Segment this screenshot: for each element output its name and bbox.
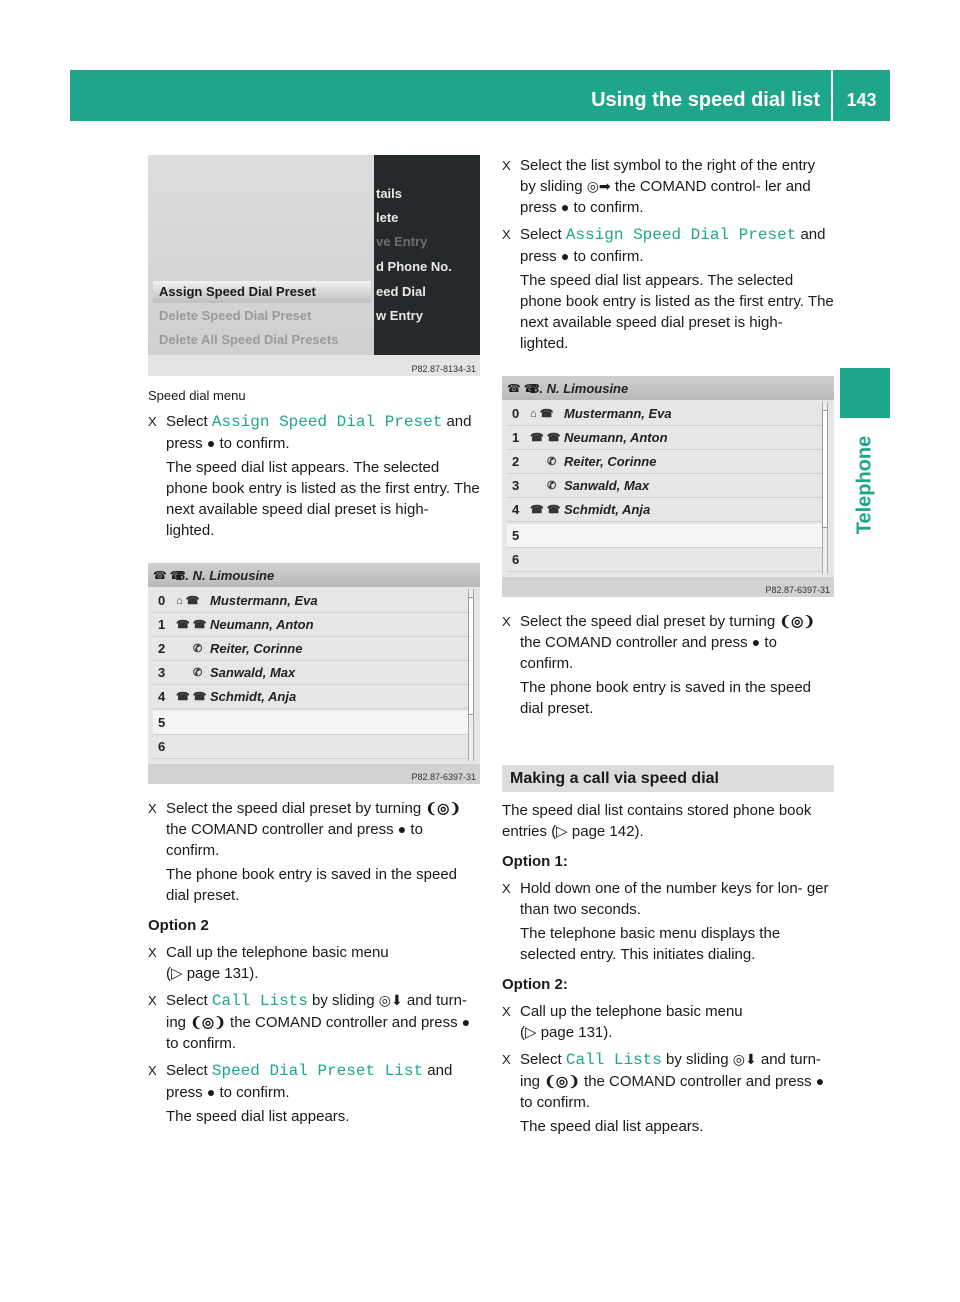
page-header xyxy=(70,70,890,121)
mobile-icon: ✆ xyxy=(193,643,203,655)
scrollbar xyxy=(822,402,828,574)
list-item-highlighted: 5 xyxy=(153,711,468,735)
image-code: P82.87-6397-31 xyxy=(765,585,830,595)
option-heading: Option 1: xyxy=(502,853,568,870)
speed-dial-list-screenshot xyxy=(148,563,480,784)
menu-item-add-phone: d Phone No. xyxy=(376,259,452,274)
page-title: Using the speed dial list xyxy=(591,89,820,111)
step-result: The phone book entry is saved in the speed dial preset. xyxy=(520,679,812,717)
list-item: 6 xyxy=(153,735,468,759)
list-item: 4 ☎ ☎ Schmidt, Anja xyxy=(153,685,468,709)
phone-icon: ☎ ☎ xyxy=(153,570,184,582)
press-controller-icon: ● xyxy=(560,248,570,264)
list-item: 1 ☎ ☎ Neumann, Anton xyxy=(507,426,822,450)
slide-down-icon: ◎⬇ xyxy=(378,992,403,1008)
step-marker: X xyxy=(148,945,157,960)
turn-controller-icon: ❨◎❩ xyxy=(779,613,816,629)
step-result: The speed dial list appears. xyxy=(166,1108,350,1125)
page-number: 143 xyxy=(846,90,877,110)
step-marker: X xyxy=(502,227,511,242)
step-select-preset: X Select the speed dial preset by turning ❨◎❩ the COMAND controller and press ● to confirm. The phone book entry is saved in the speed dial preset. xyxy=(148,798,480,906)
mobile-icon: ✆ xyxy=(547,480,557,492)
step-marker: X xyxy=(148,993,157,1008)
press-controller-icon: ● xyxy=(397,821,407,837)
list-header-name: B. N. Limousine xyxy=(176,568,275,583)
home-icon: ⌂ ☎ xyxy=(530,408,554,420)
step-marker: X xyxy=(502,158,511,173)
step-select-call-lists: X Select Call Lists by sliding ◎⬇ and turn- ing ❨◎❩ the COMAND controller and press ● to confirm. The speed dial list appears. xyxy=(502,1049,834,1137)
mobile-icon: ✆ xyxy=(547,456,557,468)
section-heading: Making a call via speed dial xyxy=(502,765,834,792)
figure-caption: Speed dial menu xyxy=(148,388,246,403)
step-result: The phone book entry is saved in the speed dial preset. xyxy=(166,866,458,904)
step-marker: X xyxy=(502,614,511,629)
list-item: 6 xyxy=(507,548,822,572)
press-controller-icon: ● xyxy=(815,1073,825,1089)
list-item: 3 ✆ Sanwald, Max xyxy=(153,661,468,685)
step-result: The speed dial list appears. The selected phone book entry is listed as the first entry. The next available speed dial preset is high- lighted. xyxy=(520,272,834,352)
right-column xyxy=(502,155,834,1137)
step-marker: X xyxy=(148,1063,157,1078)
submenu-delete-all-presets: Delete All Speed Dial Presets xyxy=(159,332,339,347)
menu-term: Speed Dial Preset List xyxy=(211,1062,424,1080)
list-item: 0 ⌂ ☎ Mustermann, Eva xyxy=(507,402,822,426)
press-controller-icon: ● xyxy=(751,634,761,650)
page-reference: (▷ page 131). xyxy=(166,965,259,982)
step-select-preset-list: X Select Speed Dial Preset List and press ● to confirm. The speed dial list appears. xyxy=(148,1060,480,1127)
list-item: 2 ✆ Reiter, Corinne xyxy=(507,450,822,474)
scrollbar-thumb xyxy=(822,410,828,528)
menu-item-save-entry: ve Entry xyxy=(376,234,428,249)
menu-item-details: tails xyxy=(376,186,403,201)
press-controller-icon: ● xyxy=(206,1084,216,1100)
menu-item-new-entry: w Entry xyxy=(376,308,423,323)
side-tab xyxy=(840,425,890,545)
list-item: 2 ✆ Reiter, Corinne xyxy=(153,637,468,661)
scrollbar xyxy=(468,589,474,761)
option-heading: Option 2: xyxy=(502,976,568,993)
step-marker: X xyxy=(502,1004,511,1019)
slide-down-icon: ◎⬇ xyxy=(732,1051,757,1067)
list-header xyxy=(502,376,834,400)
step-select-assign: X Select Assign Speed Dial Preset and press ● to confirm. The speed dial list appears. The selected phone book entry is listed as the first entry. The next available speed dial preset is high- lighted. xyxy=(502,226,834,352)
turn-controller-icon: ❨◎❩ xyxy=(425,800,462,816)
speed-dial-list-screenshot xyxy=(502,376,834,597)
side-tab-marker xyxy=(840,368,890,418)
scrollbar-thumb xyxy=(468,597,474,715)
page-reference: (▷ page 131). xyxy=(520,1024,613,1041)
home-icon: ⌂ ☎ xyxy=(176,595,200,607)
option-heading: Option 2 xyxy=(148,917,209,934)
step-result: The speed dial list appears. xyxy=(520,1118,704,1135)
list-item: 3 ✆ Sanwald, Max xyxy=(507,474,822,498)
step-select-call-lists: X Select Call Lists by sliding ◎⬇ and turn- ing ❨◎❩ the COMAND controller and press ● to confirm. xyxy=(148,992,471,1052)
side-tab-label: Telephone xyxy=(853,435,876,535)
mobile-icon: ✆ xyxy=(193,667,203,679)
list-header-name: B. N. Limousine xyxy=(530,381,629,396)
step-result: The telephone basic menu displays the selected entry. This initiates dialing. xyxy=(520,925,781,963)
step-marker: X xyxy=(502,1052,511,1067)
submenu-assign-preset: Assign Speed Dial Preset xyxy=(153,281,371,303)
speed-dial-menu-screenshot xyxy=(148,155,480,376)
step-select-preset: X Select the speed dial preset by turning ❨◎❩ the COMAND controller and press ● to confirm. The phone book entry is saved in the speed dial preset. xyxy=(502,611,834,719)
press-controller-icon: ● xyxy=(560,199,570,215)
menu-term: Assign Speed Dial Preset xyxy=(565,226,797,244)
step-marker: X xyxy=(148,801,157,816)
press-controller-icon: ● xyxy=(461,1014,471,1030)
submenu-delete-preset: Delete Speed Dial Preset xyxy=(159,308,312,323)
screenshot-right-menu xyxy=(374,155,480,355)
press-controller-icon: ● xyxy=(206,435,216,451)
step-select-list-symbol: X Select the list symbol to the right of the entry by sliding ◎➡ the COMAND control- ler and press ● to confirm. xyxy=(502,157,816,216)
list-item: 4 ☎ ☎ Schmidt, Anja xyxy=(507,498,822,522)
menu-item-delete: lete xyxy=(376,210,399,225)
phone-icon: ☎ ☎ xyxy=(176,691,207,703)
list-item-highlighted: 5 xyxy=(507,524,822,548)
list-item: 1 ☎ ☎ Neumann, Anton xyxy=(153,613,468,637)
menu-term: Assign Speed Dial Preset xyxy=(211,413,443,431)
turn-controller-icon: ❨◎❩ xyxy=(190,1014,226,1030)
step-marker: X xyxy=(148,414,157,429)
phone-icon: ☎ ☎ xyxy=(530,432,561,444)
turn-controller-icon: ❨◎❩ xyxy=(544,1073,580,1089)
step-marker: X xyxy=(502,881,511,896)
phone-icon: ☎ ☎ xyxy=(530,504,561,516)
section-intro: The speed dial list contains stored phone book entries (▷ page 142). xyxy=(502,802,812,840)
slide-right-icon: ◎➡ xyxy=(586,178,611,194)
list-header xyxy=(148,563,480,587)
step-hold-number-key: X Hold down one of the number keys for lon- ger than two seconds. The telephone basic menu displays the selected entry. This initiates dialing. xyxy=(502,878,834,965)
menu-item-speed-dial: eed Dial xyxy=(376,284,426,299)
phone-icon: ☎ ☎ xyxy=(507,383,538,395)
step-call-basic-menu: X Call up the telephone basic menu (▷ page 131). xyxy=(502,1003,743,1041)
list-item: 0 ⌂ ☎ Mustermann, Eva xyxy=(153,589,468,613)
phone-icon: ☎ ☎ xyxy=(176,619,207,631)
step-call-basic-menu: X Call up the telephone basic menu (▷ page 131). xyxy=(148,944,389,982)
image-code: P82.87-8134-31 xyxy=(411,364,476,374)
menu-term: Call Lists xyxy=(211,992,308,1010)
image-code: P82.87-6397-31 xyxy=(411,772,476,782)
menu-term: Call Lists xyxy=(565,1051,662,1069)
left-column xyxy=(148,155,480,1127)
step-result: The speed dial list appears. The selected phone book entry is listed as the first entry. The next available speed dial preset is high- lighted. xyxy=(166,459,480,539)
step-select-assign: X Select Assign Speed Dial Preset and press ● to confirm. The speed dial list appears. The selected phone book entry is listed as the first entry. The next available speed dial preset is high- lighted. xyxy=(148,413,480,539)
